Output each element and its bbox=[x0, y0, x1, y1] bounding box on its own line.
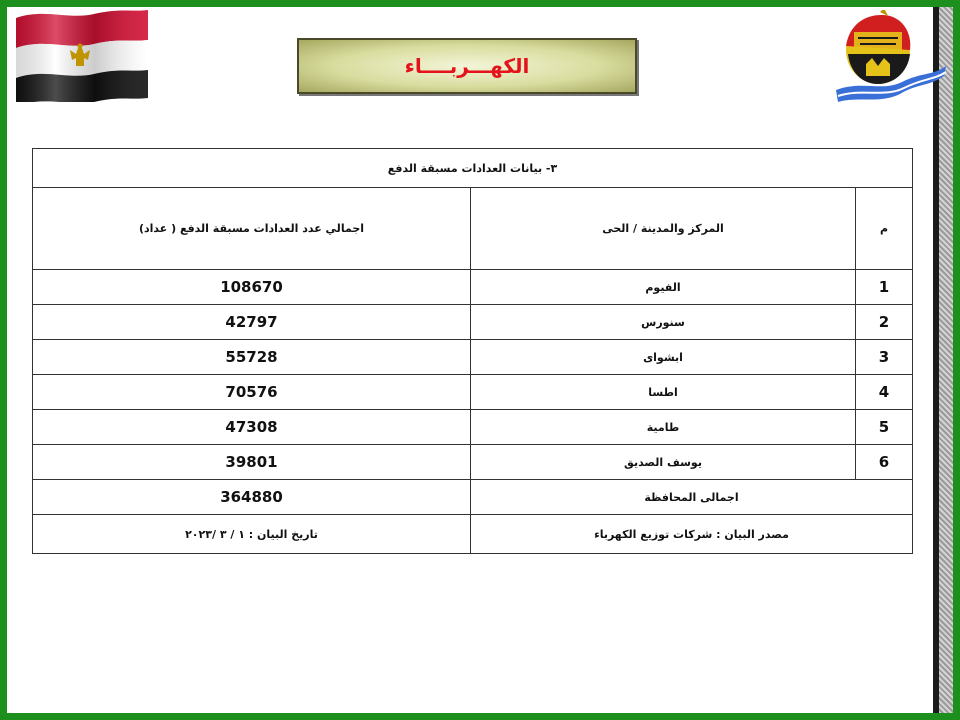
row-index: 3 bbox=[856, 340, 913, 375]
table-row bbox=[33, 305, 913, 340]
row-total: 108670 bbox=[33, 270, 471, 305]
row-total: 47308 bbox=[33, 410, 471, 445]
table-row bbox=[33, 270, 913, 305]
decorative-side-strip bbox=[933, 7, 953, 713]
row-index: 2 bbox=[856, 305, 913, 340]
row-index: 5 bbox=[856, 410, 913, 445]
total-row bbox=[33, 480, 913, 515]
title-banner bbox=[297, 38, 637, 94]
source-row bbox=[33, 515, 913, 554]
table-row bbox=[33, 340, 913, 375]
page-title: الكهـــربــــاء bbox=[404, 54, 530, 78]
row-total: 70576 bbox=[33, 375, 471, 410]
data-source: مصدر البيان : شركات توزيع الكهرباء bbox=[471, 515, 913, 554]
row-total: 39801 bbox=[33, 445, 471, 480]
row-index: 6 bbox=[856, 445, 913, 480]
total-value: 364880 bbox=[33, 480, 471, 515]
prepaid-meters-table bbox=[32, 148, 913, 554]
total-label: اجمالى المحافظة bbox=[471, 480, 913, 515]
row-area: اطسا bbox=[471, 375, 856, 410]
row-index: 1 bbox=[856, 270, 913, 305]
row-area: ابشواى bbox=[471, 340, 856, 375]
row-area: يوسف الصديق bbox=[471, 445, 856, 480]
data-date: تاريخ البيان : ١ / ٣ /٢٠٢٣ bbox=[33, 515, 471, 554]
column-header-total: اجمالي عدد العدادات مسبقة الدفع ( عداد) bbox=[33, 188, 471, 270]
table-row bbox=[33, 375, 913, 410]
table-caption: ٣- بيانات العدادات مسبقة الدفع bbox=[33, 149, 913, 188]
fayoum-governorate-logo-icon bbox=[832, 10, 950, 106]
row-area: الفيوم bbox=[471, 270, 856, 305]
row-total: 42797 bbox=[33, 305, 471, 340]
row-area: طامية bbox=[471, 410, 856, 445]
column-header-index: م bbox=[856, 188, 913, 270]
row-area: سنورس bbox=[471, 305, 856, 340]
egypt-flag-icon bbox=[14, 8, 150, 102]
table-row bbox=[33, 445, 913, 480]
table-row bbox=[33, 410, 913, 445]
row-total: 55728 bbox=[33, 340, 471, 375]
column-header-area: المركز والمدينة / الحى bbox=[471, 188, 856, 270]
row-index: 4 bbox=[856, 375, 913, 410]
